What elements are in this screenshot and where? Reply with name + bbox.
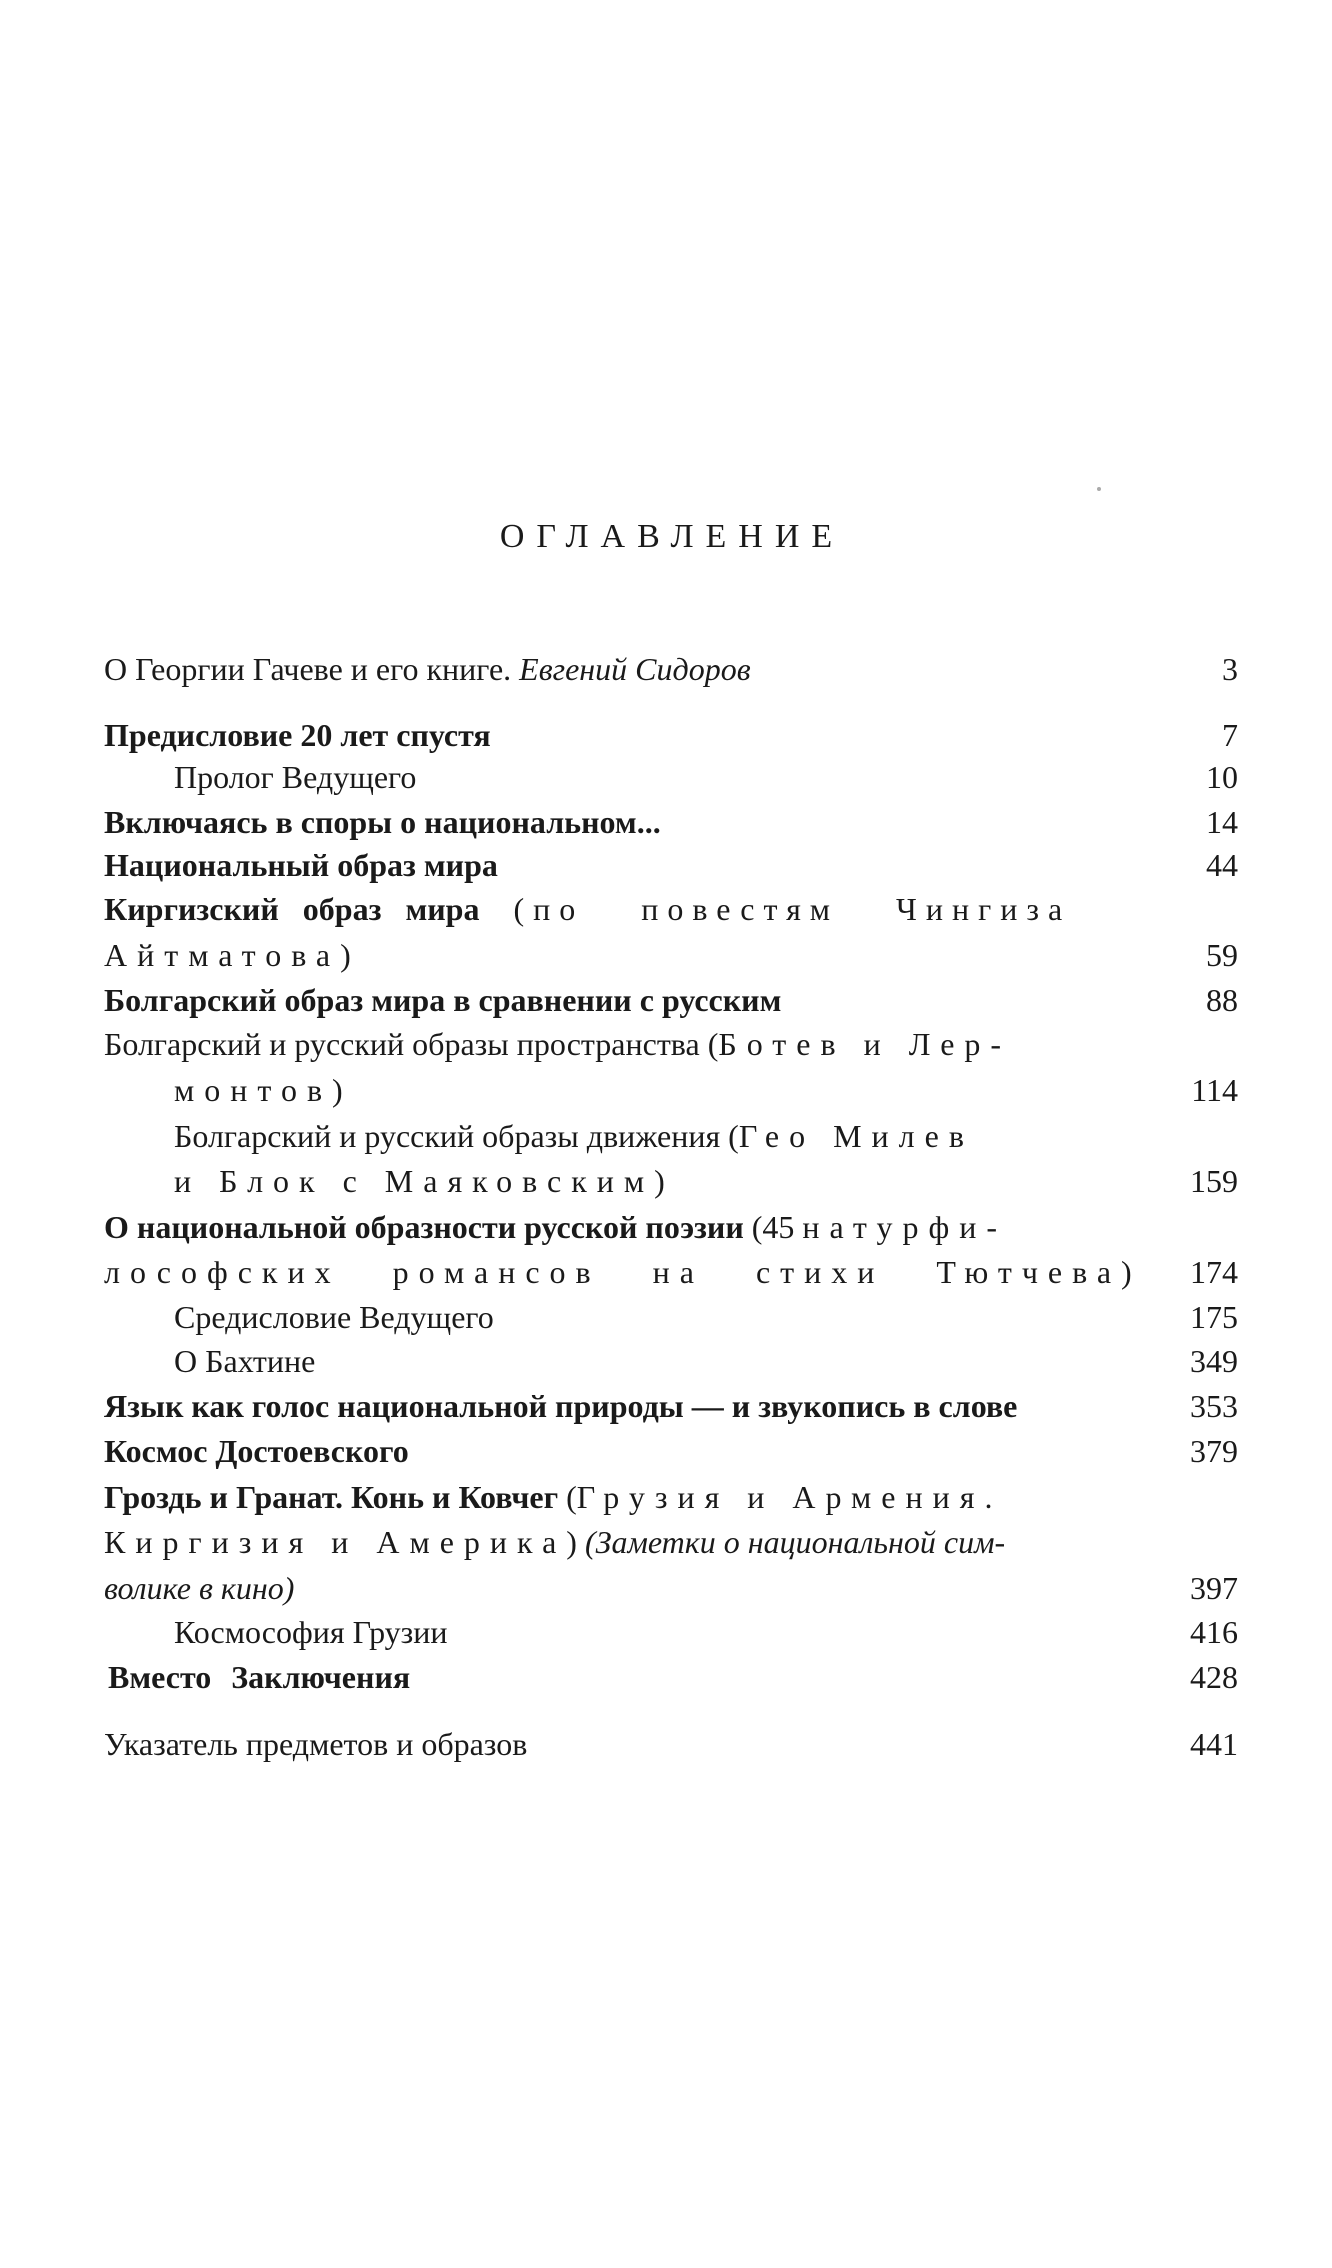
entry-title: Гроздь и Гранат. Конь и Ковчег xyxy=(104,1479,559,1515)
toc-entry-15-cont2 xyxy=(104,1565,1128,1611)
entry-title: Болгарский и русский образы пространства ( xyxy=(104,1026,719,1062)
entry-subtitle-a: (45 xyxy=(743,1209,803,1245)
page-number: 416 xyxy=(1190,1614,1238,1650)
entry-title: Язык как голос национальной природы — и звукопись в слове xyxy=(104,1388,1018,1424)
entry-title: Предисловие 20 лет спустя xyxy=(104,712,497,758)
entry-title: Включаясь в споры о национальном... xyxy=(104,799,667,845)
page-number: 441 xyxy=(1190,1726,1238,1762)
toc-entry-14[interactable] xyxy=(104,1428,1128,1474)
toc-entry-15[interactable] xyxy=(104,1474,1128,1520)
toc-entry-17[interactable] xyxy=(108,1654,1128,1700)
entry-prefix: О Георгии Гачеве и его книге. xyxy=(104,651,520,687)
entry-title: Средисловие Ведущего xyxy=(174,1294,500,1340)
entry-title: Пролог Ведущего xyxy=(174,754,422,800)
entry-title: Космософия Грузии xyxy=(174,1609,454,1655)
entry-title: Указатель предметов и образов xyxy=(104,1721,533,1767)
toc-entry-10[interactable] xyxy=(104,1204,1128,1250)
page-number: 397 xyxy=(1190,1570,1238,1606)
entry-title: Болгарский и русский образы движения ( xyxy=(174,1118,739,1154)
entry-subtitle-c: Киргизия и Америка xyxy=(104,1524,567,1560)
toc-entry-6-cont xyxy=(104,932,1128,978)
entry-title: Болгарский образ мира в сравнении с русским xyxy=(104,977,787,1023)
entry-subtitle-b: натурфи- xyxy=(802,1209,1007,1245)
page-number: 88 xyxy=(1206,982,1238,1018)
toc-entry-1[interactable] xyxy=(104,646,1128,692)
page-number: 353 xyxy=(1190,1388,1238,1424)
page-number: 159 xyxy=(1190,1163,1238,1199)
toc-entry-6[interactable] xyxy=(104,886,1128,932)
page-number: 428 xyxy=(1190,1659,1238,1695)
entry-subtitle-cont: монтов) xyxy=(174,1067,359,1113)
page-number: 59 xyxy=(1206,937,1238,973)
entry-title: Вместо Заключения xyxy=(108,1659,411,1695)
toc-entry-4[interactable] xyxy=(104,799,1128,845)
page-number: 379 xyxy=(1190,1433,1238,1469)
entry-subtitle-cont: лософских романсов на стихи Тютчева) xyxy=(104,1254,1142,1290)
entry-subtitle-b: Грузия и Армения. xyxy=(576,1479,1003,1515)
entry-subtitle: (по повестям Чингиза xyxy=(513,891,1072,927)
toc-entry-13[interactable] xyxy=(104,1383,1128,1429)
page-number: 44 xyxy=(1206,847,1238,883)
page-number: 3 xyxy=(1222,651,1238,687)
page-number: 174 xyxy=(1190,1254,1238,1290)
entry-subtitle-d: ) xyxy=(566,1524,585,1560)
entry-subtitle-cont: Айтматова) xyxy=(104,932,367,978)
page-number: 10 xyxy=(1206,759,1238,795)
entry-subtitle: Ботев и Лер- xyxy=(718,1026,1012,1062)
entry-title: О национальной образности русской поэзии xyxy=(104,1209,744,1245)
toc-entry-9[interactable] xyxy=(174,1113,1128,1159)
page-number: 7 xyxy=(1222,717,1238,753)
toc-entry-7[interactable] xyxy=(104,977,1128,1023)
entry-title: Космос Достоевского xyxy=(104,1428,415,1474)
entry-title: О Бахтине xyxy=(174,1338,321,1384)
toc-entry-11[interactable] xyxy=(174,1294,1128,1340)
toc-entry-3[interactable] xyxy=(174,754,1128,800)
toc-entry-9-cont xyxy=(174,1158,1128,1204)
entry-author: Евгений Сидоров xyxy=(519,651,751,687)
page-number: 349 xyxy=(1190,1343,1238,1379)
entry-title: Киргизский образ мира xyxy=(104,891,480,927)
entry-subtitle-a: ( xyxy=(558,1479,577,1515)
toc-entry-8[interactable] xyxy=(104,1021,1128,1067)
toc-entry-15-cont xyxy=(104,1519,1128,1565)
entry-note: (Заметки о национальной сим- xyxy=(584,1524,1006,1560)
entry-subtitle: Гео Милев xyxy=(738,1118,974,1154)
page-title: ОГЛАВЛЕНИЕ xyxy=(499,518,845,555)
page-number: 114 xyxy=(1191,1072,1238,1108)
entry-title: Национальный образ мира xyxy=(104,842,504,888)
page-number: 175 xyxy=(1190,1299,1238,1335)
toc-entry-10-cont xyxy=(104,1249,1142,1295)
entry-subtitle-cont: и Блок с Маяковским) xyxy=(174,1158,681,1204)
entry-note-cont: волике в кино) xyxy=(104,1565,300,1611)
toc-entry-5[interactable] xyxy=(104,842,1128,888)
toc-entry-18[interactable] xyxy=(104,1721,1128,1767)
toc-entry-2[interactable] xyxy=(104,712,1128,758)
toc-entry-12[interactable] xyxy=(174,1338,1128,1384)
toc-entry-16[interactable] xyxy=(174,1609,1128,1655)
page-number: 14 xyxy=(1206,804,1238,840)
toc-entry-8-cont xyxy=(174,1067,1128,1113)
